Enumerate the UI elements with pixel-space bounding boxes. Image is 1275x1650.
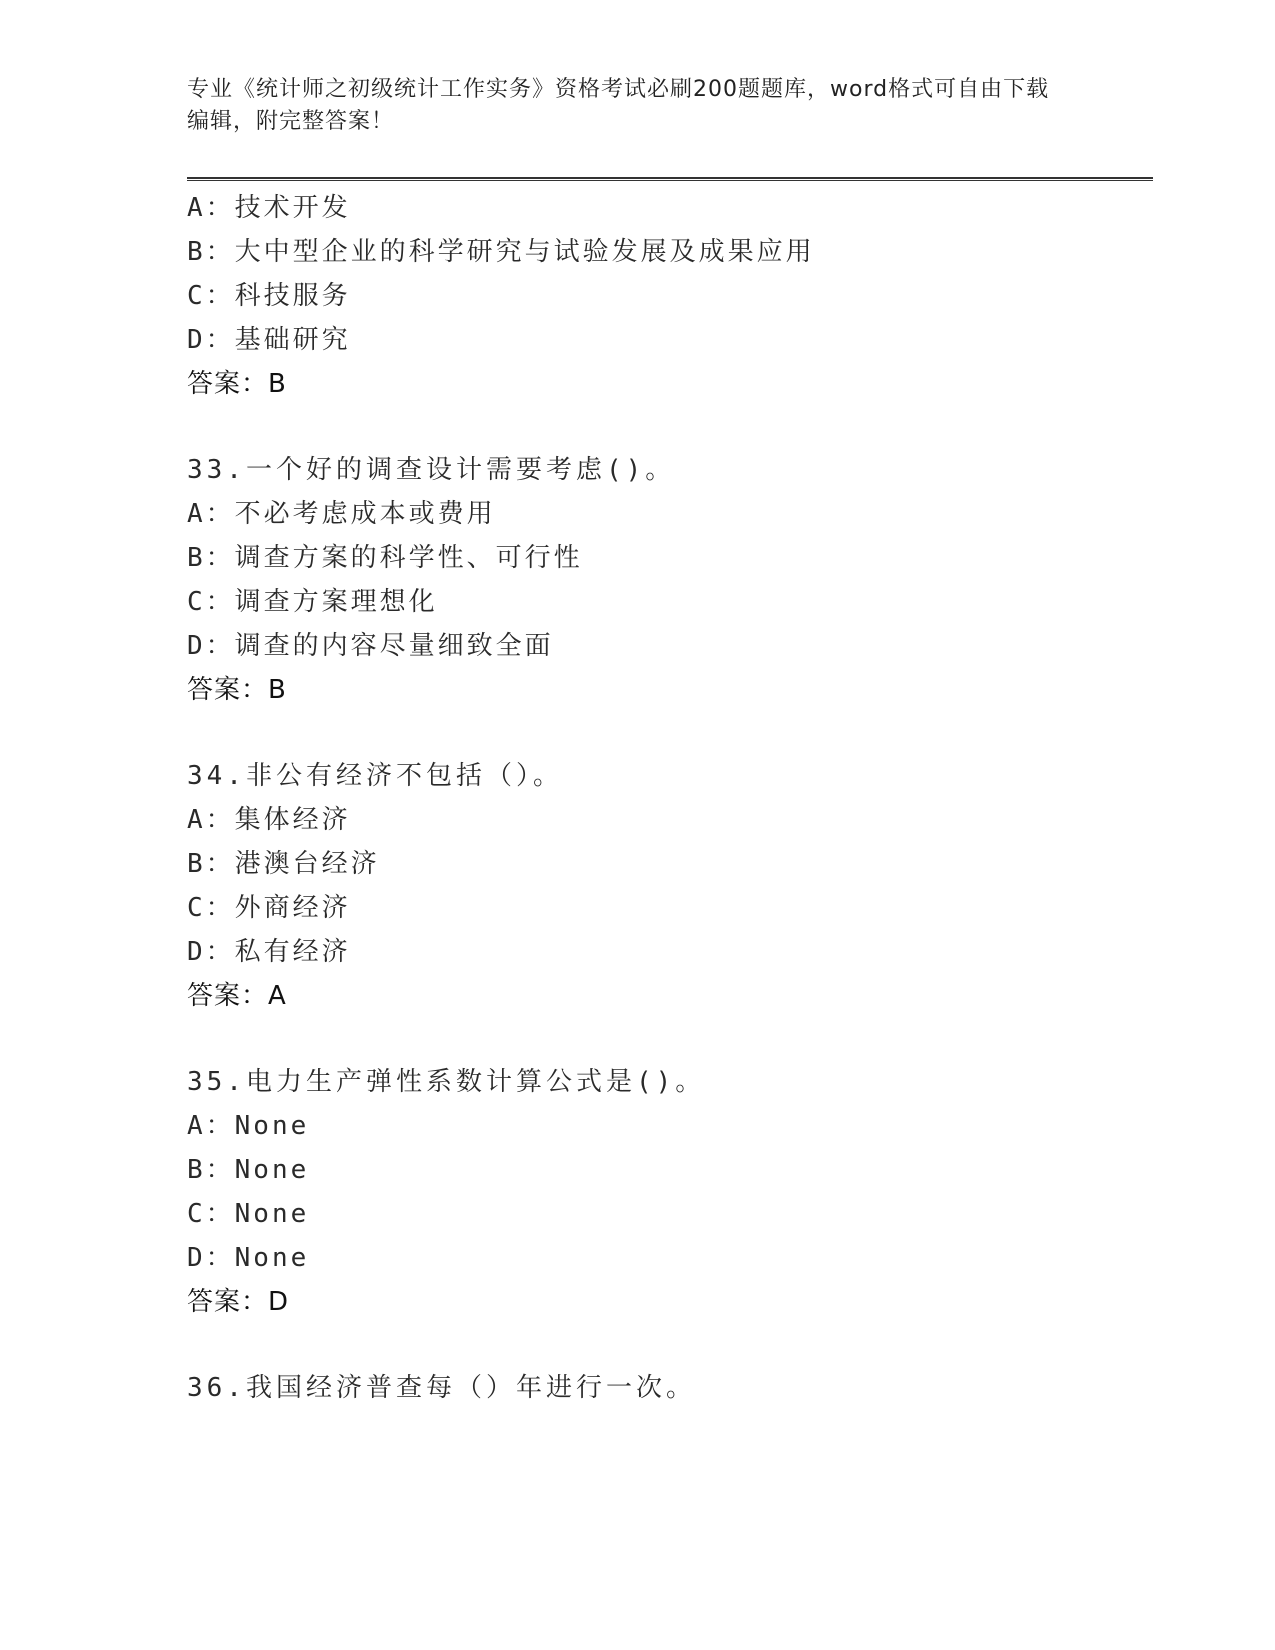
option-a: A：集体经济 (187, 805, 351, 835)
option-c: C：外商经济 (187, 893, 351, 923)
question-35: 35.电力生产弹性系数计算公式是()。 (187, 1067, 706, 1097)
option-d: D：None (187, 1243, 310, 1273)
option-a: A：技术开发 (187, 193, 351, 223)
option-d: D：基础研究 (187, 325, 351, 355)
header-divider (187, 177, 1153, 181)
option-b: B：大中型企业的科学研究与试验发展及成果应用 (187, 237, 815, 267)
option-b: B：None (187, 1155, 310, 1185)
option-a: A：不必考虑成本或费用 (187, 499, 496, 529)
answer-label: 答案：B (187, 369, 287, 399)
question-34: 34.非公有经济不包括（）。 (187, 761, 563, 791)
document-header: 专业《统计师之初级统计工作实务》资格考试必刷200题题库，word格式可自由下载编辑，附完整答案！ (187, 77, 1050, 134)
answer-label: 答案：D (187, 1287, 290, 1317)
option-c: C：科技服务 (187, 281, 351, 311)
option-c: C：None (187, 1199, 310, 1229)
option-b: B：港澳台经济 (187, 849, 380, 879)
question-36: 36.我国经济普查每（）年进行一次。 (187, 1373, 696, 1403)
option-b: B：调查方案的科学性、可行性 (187, 543, 583, 573)
question-33: 33.一个好的调查设计需要考虑()。 (187, 455, 676, 485)
option-d: D：私有经济 (187, 937, 351, 967)
option-a: A：None (187, 1111, 310, 1141)
option-c: C：调查方案理想化 (187, 587, 438, 617)
option-d: D：调查的内容尽量细致全面 (187, 631, 554, 661)
answer-label: 答案：B (187, 675, 287, 705)
answer-label: 答案：A (187, 981, 287, 1011)
